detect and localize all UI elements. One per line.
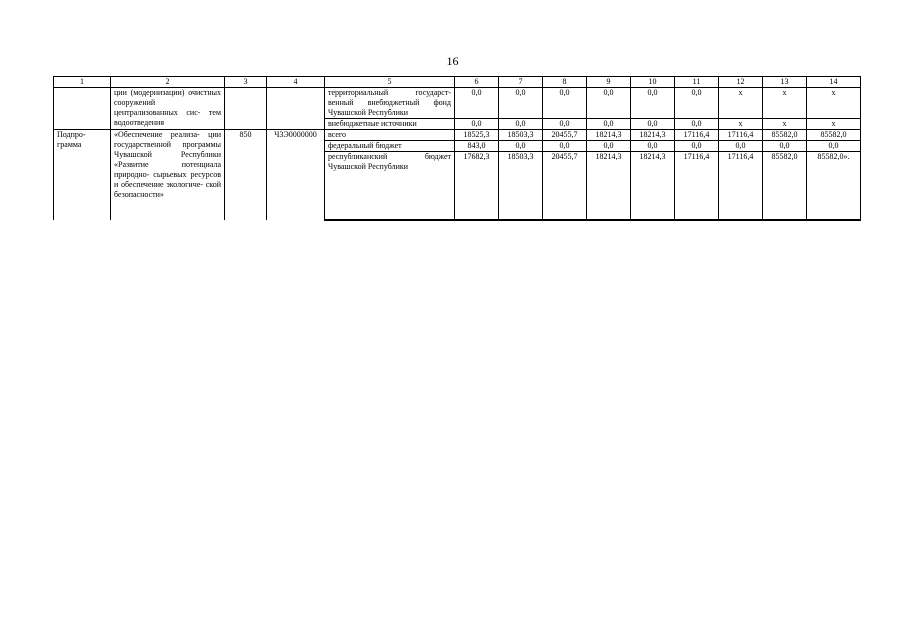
value-cell: 0,0 (587, 88, 631, 119)
value-cell: x (719, 119, 763, 130)
value-cell: x (763, 88, 807, 119)
column-number: 3 (225, 77, 267, 88)
value-cell: 843,0 (455, 141, 499, 152)
value-cell: 0,0 (587, 141, 631, 152)
value-cell: 17116,4 (675, 130, 719, 141)
value-cell: 17116,4 (675, 152, 719, 221)
value-cell: 85582,0 (763, 152, 807, 221)
value-cell: 18214,3 (587, 130, 631, 141)
value-cell: 17682,3 (455, 152, 499, 221)
column-number: 7 (499, 77, 543, 88)
value-cell: 0,0 (631, 88, 675, 119)
row-type-cell: Подпро- грамма (54, 130, 111, 221)
responsible-cell (225, 88, 267, 130)
column-number: 12 (719, 77, 763, 88)
value-cell: 18214,3 (631, 130, 675, 141)
value-cell: 0,0 (675, 88, 719, 119)
value-cell: 18214,3 (631, 152, 675, 221)
value-cell: 0,0 (499, 119, 543, 130)
value-cell: 18503,3 (499, 130, 543, 141)
table-row (54, 88, 861, 119)
value-cell: x (763, 119, 807, 130)
value-cell: 0,0 (675, 119, 719, 130)
column-number: 9 (587, 77, 631, 88)
funding-source-cell: федеральный бюджет (325, 141, 455, 152)
funding-source-cell: внебюджетные источники (325, 119, 455, 130)
value-cell: 18214,3 (587, 152, 631, 221)
value-cell: 0,0 (543, 88, 587, 119)
column-number: 5 (325, 77, 455, 88)
page-number: 16 (446, 54, 459, 68)
responsible-cell: 850 (225, 130, 267, 221)
value-cell: 0,0 (719, 141, 763, 152)
column-number: 13 (763, 77, 807, 88)
value-cell: 0,0 (587, 119, 631, 130)
column-number: 6 (455, 77, 499, 88)
funding-source-cell: территориальный государст- венный внебюджетный фонд Чувашской Республики (325, 88, 455, 119)
value-cell: 85582,0 (763, 130, 807, 141)
value-cell: 17116,4 (719, 152, 763, 221)
value-cell: 0,0 (455, 119, 499, 130)
budget-code-cell: Ч3Э0000000 (267, 130, 325, 221)
value-cell: 0,0 (455, 88, 499, 119)
value-cell: 20455,7 (543, 152, 587, 221)
column-number: 4 (267, 77, 325, 88)
value-cell: 0,0 (675, 141, 719, 152)
column-number-row (54, 77, 861, 88)
program-name-cell: ции (модернизации) очистных сооружений централизованных сис- тем водоотведения (111, 88, 225, 130)
value-cell: 18503,3 (499, 152, 543, 221)
table-row (54, 130, 861, 141)
value-cell: 0,0 (763, 141, 807, 152)
column-number: 11 (675, 77, 719, 88)
value-cell: 0,0 (543, 119, 587, 130)
value-cell: 0,0 (807, 141, 861, 152)
column-number: 8 (543, 77, 587, 88)
value-cell: 0,0 (543, 141, 587, 152)
budget-table (53, 76, 861, 221)
value-cell: x (719, 88, 763, 119)
value-cell: 0,0 (631, 119, 675, 130)
value-cell: 17116,4 (719, 130, 763, 141)
value-cell: 20455,7 (543, 130, 587, 141)
value-cell: 0,0 (499, 88, 543, 119)
funding-source-cell: республиканский бюджет Чувашской Республики (325, 152, 455, 221)
column-number: 1 (54, 77, 111, 88)
program-name-cell: «Обеспечение реализа- ции государственной программы Чувашской Республики «Развитие потенциала природно- сырьевых ресурсов и обеспечение экологиче- ской безопасности» (111, 130, 225, 221)
budget-code-cell (267, 88, 325, 130)
funding-source-cell: всего (325, 130, 455, 141)
value-cell: 85582,0». (807, 152, 861, 221)
column-number: 14 (807, 77, 861, 88)
value-cell: 85582,0 (807, 130, 861, 141)
column-number: 10 (631, 77, 675, 88)
value-cell: 18525,3 (455, 130, 499, 141)
column-number: 2 (111, 77, 225, 88)
value-cell: x (807, 88, 861, 119)
row-type-cell (54, 88, 111, 130)
value-cell: 0,0 (631, 141, 675, 152)
value-cell: x (807, 119, 861, 130)
value-cell: 0,0 (499, 141, 543, 152)
